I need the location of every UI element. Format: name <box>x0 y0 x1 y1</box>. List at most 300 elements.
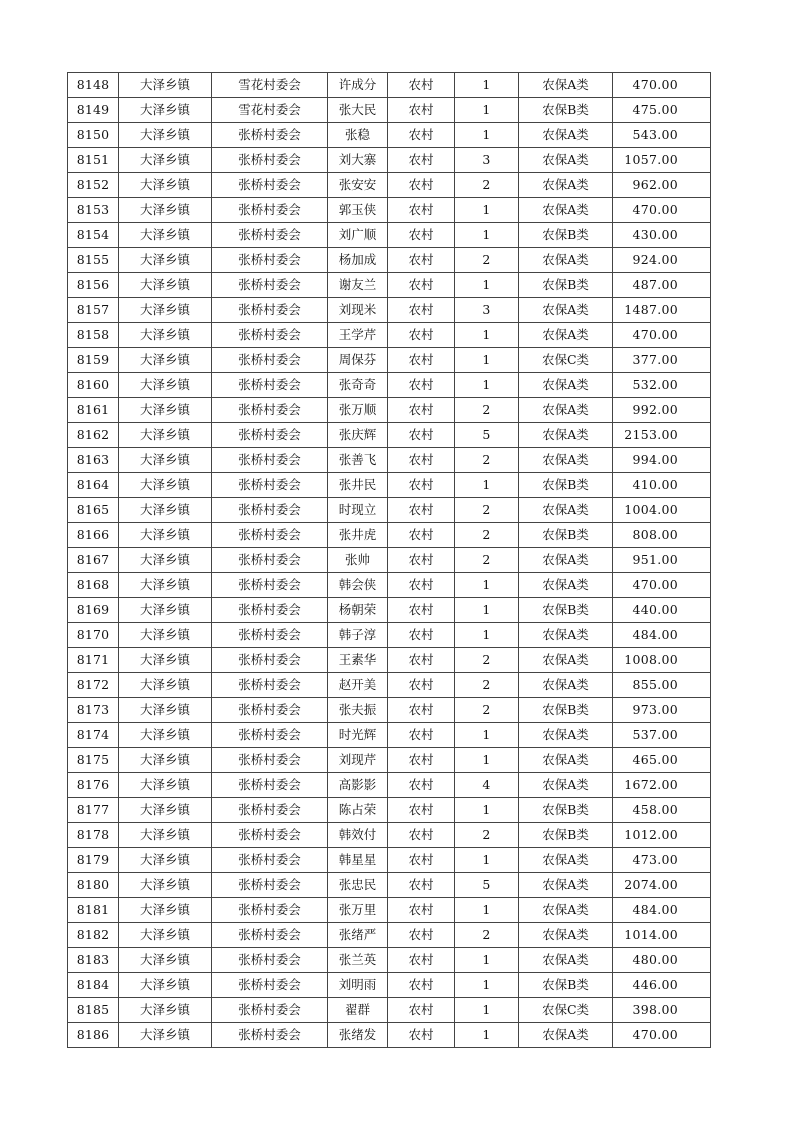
cell-township: 大泽乡镇 <box>119 598 212 623</box>
cell-name: 张兰英 <box>328 948 388 973</box>
cell-household-count: 1 <box>455 598 519 623</box>
cell-insurance-category: 农保B类 <box>519 598 613 623</box>
cell-village-committee: 张桥村委会 <box>212 223 328 248</box>
cell-serial-number: 8160 <box>68 373 119 398</box>
cell-serial-number: 8168 <box>68 573 119 598</box>
table-row <box>68 598 711 623</box>
cell-residence-type: 农村 <box>388 848 455 873</box>
cell-amount: 951.00 <box>613 548 711 573</box>
cell-village-committee: 张桥村委会 <box>212 798 328 823</box>
cell-serial-number: 8175 <box>68 748 119 773</box>
cell-name: 刘广顺 <box>328 223 388 248</box>
cell-residence-type: 农村 <box>388 623 455 648</box>
cell-residence-type: 农村 <box>388 248 455 273</box>
cell-insurance-category: 农保A类 <box>519 448 613 473</box>
cell-name: 时现立 <box>328 498 388 523</box>
table-row <box>68 1023 711 1048</box>
cell-insurance-category: 农保A类 <box>519 323 613 348</box>
cell-household-count: 5 <box>455 423 519 448</box>
cell-serial-number: 8162 <box>68 423 119 448</box>
cell-township: 大泽乡镇 <box>119 973 212 998</box>
table-row <box>68 498 711 523</box>
cell-village-committee: 张桥村委会 <box>212 998 328 1023</box>
cell-name: 刘现米 <box>328 298 388 323</box>
cell-insurance-category: 农保A类 <box>519 648 613 673</box>
table-row <box>68 398 711 423</box>
cell-name: 张绪严 <box>328 923 388 948</box>
cell-household-count: 1 <box>455 348 519 373</box>
cell-village-committee: 张桥村委会 <box>212 473 328 498</box>
table-row <box>68 848 711 873</box>
cell-name: 杨朝荣 <box>328 598 388 623</box>
cell-village-committee: 张桥村委会 <box>212 598 328 623</box>
cell-amount: 440.00 <box>613 598 711 623</box>
table-row <box>68 698 711 723</box>
cell-insurance-category: 农保A类 <box>519 73 613 98</box>
cell-amount: 465.00 <box>613 748 711 773</box>
cell-insurance-category: 农保A类 <box>519 723 613 748</box>
cell-insurance-category: 农保B类 <box>519 973 613 998</box>
cell-residence-type: 农村 <box>388 773 455 798</box>
cell-residence-type: 农村 <box>388 973 455 998</box>
cell-insurance-category: 农保A类 <box>519 248 613 273</box>
table-row <box>68 248 711 273</box>
cell-serial-number: 8163 <box>68 448 119 473</box>
cell-village-committee: 张桥村委会 <box>212 273 328 298</box>
cell-serial-number: 8166 <box>68 523 119 548</box>
table-row <box>68 823 711 848</box>
cell-residence-type: 农村 <box>388 948 455 973</box>
cell-amount: 1672.00 <box>613 773 711 798</box>
cell-township: 大泽乡镇 <box>119 848 212 873</box>
cell-amount: 532.00 <box>613 373 711 398</box>
cell-serial-number: 8181 <box>68 898 119 923</box>
cell-name: 张万里 <box>328 898 388 923</box>
cell-residence-type: 农村 <box>388 223 455 248</box>
cell-amount: 2074.00 <box>613 873 711 898</box>
cell-household-count: 1 <box>455 623 519 648</box>
cell-amount: 470.00 <box>613 323 711 348</box>
cell-township: 大泽乡镇 <box>119 498 212 523</box>
cell-insurance-category: 农保A类 <box>519 373 613 398</box>
cell-village-committee: 张桥村委会 <box>212 1023 328 1048</box>
table-row <box>68 473 711 498</box>
cell-serial-number: 8161 <box>68 398 119 423</box>
cell-serial-number: 8171 <box>68 648 119 673</box>
cell-insurance-category: 农保A类 <box>519 423 613 448</box>
cell-name: 刘明雨 <box>328 973 388 998</box>
cell-amount: 808.00 <box>613 523 711 548</box>
cell-township: 大泽乡镇 <box>119 723 212 748</box>
cell-serial-number: 8186 <box>68 1023 119 1048</box>
cell-amount: 962.00 <box>613 173 711 198</box>
table-body <box>68 73 711 1048</box>
cell-household-count: 4 <box>455 773 519 798</box>
table-row <box>68 798 711 823</box>
cell-township: 大泽乡镇 <box>119 998 212 1023</box>
cell-serial-number: 8185 <box>68 998 119 1023</box>
cell-amount: 1057.00 <box>613 148 711 173</box>
cell-township: 大泽乡镇 <box>119 573 212 598</box>
cell-household-count: 2 <box>455 548 519 573</box>
cell-serial-number: 8156 <box>68 273 119 298</box>
cell-insurance-category: 农保A类 <box>519 173 613 198</box>
cell-township: 大泽乡镇 <box>119 98 212 123</box>
cell-household-count: 1 <box>455 473 519 498</box>
table-row <box>68 148 711 173</box>
cell-name: 刘大寨 <box>328 148 388 173</box>
cell-serial-number: 8157 <box>68 298 119 323</box>
cell-village-committee: 张桥村委会 <box>212 873 328 898</box>
cell-household-count: 1 <box>455 323 519 348</box>
cell-insurance-category: 农保A类 <box>519 923 613 948</box>
cell-name: 张稳 <box>328 123 388 148</box>
cell-insurance-category: 农保B类 <box>519 798 613 823</box>
cell-serial-number: 8150 <box>68 123 119 148</box>
cell-insurance-category: 农保A类 <box>519 573 613 598</box>
cell-household-count: 2 <box>455 523 519 548</box>
cell-serial-number: 8177 <box>68 798 119 823</box>
table-row <box>68 98 711 123</box>
cell-insurance-category: 农保A类 <box>519 948 613 973</box>
cell-household-count: 1 <box>455 223 519 248</box>
table-row <box>68 73 711 98</box>
table-row <box>68 373 711 398</box>
cell-name: 王学芹 <box>328 323 388 348</box>
cell-township: 大泽乡镇 <box>119 223 212 248</box>
cell-insurance-category: 农保A类 <box>519 773 613 798</box>
cell-serial-number: 8148 <box>68 73 119 98</box>
cell-serial-number: 8182 <box>68 923 119 948</box>
cell-township: 大泽乡镇 <box>119 798 212 823</box>
cell-amount: 487.00 <box>613 273 711 298</box>
cell-amount: 2153.00 <box>613 423 711 448</box>
cell-household-count: 2 <box>455 698 519 723</box>
cell-village-committee: 张桥村委会 <box>212 898 328 923</box>
cell-name: 韩星星 <box>328 848 388 873</box>
cell-township: 大泽乡镇 <box>119 648 212 673</box>
cell-village-committee: 张桥村委会 <box>212 423 328 448</box>
table-row <box>68 298 711 323</box>
cell-name: 赵开美 <box>328 673 388 698</box>
cell-township: 大泽乡镇 <box>119 273 212 298</box>
cell-township: 大泽乡镇 <box>119 148 212 173</box>
cell-residence-type: 农村 <box>388 273 455 298</box>
cell-residence-type: 农村 <box>388 173 455 198</box>
table-row <box>68 423 711 448</box>
cell-residence-type: 农村 <box>388 673 455 698</box>
cell-village-committee: 张桥村委会 <box>212 773 328 798</box>
cell-serial-number: 8165 <box>68 498 119 523</box>
cell-household-count: 1 <box>455 198 519 223</box>
cell-insurance-category: 农保B类 <box>519 823 613 848</box>
cell-township: 大泽乡镇 <box>119 623 212 648</box>
cell-amount: 994.00 <box>613 448 711 473</box>
cell-township: 大泽乡镇 <box>119 73 212 98</box>
cell-household-count: 1 <box>455 98 519 123</box>
cell-amount: 480.00 <box>613 948 711 973</box>
cell-village-committee: 张桥村委会 <box>212 748 328 773</box>
cell-serial-number: 8179 <box>68 848 119 873</box>
cell-village-committee: 张桥村委会 <box>212 448 328 473</box>
cell-township: 大泽乡镇 <box>119 873 212 898</box>
cell-insurance-category: 农保A类 <box>519 498 613 523</box>
table-row <box>68 573 711 598</box>
cell-village-committee: 张桥村委会 <box>212 373 328 398</box>
table-row <box>68 198 711 223</box>
cell-household-count: 1 <box>455 748 519 773</box>
cell-serial-number: 8183 <box>68 948 119 973</box>
cell-name: 韩效付 <box>328 823 388 848</box>
cell-name: 杨加成 <box>328 248 388 273</box>
cell-township: 大泽乡镇 <box>119 373 212 398</box>
table-row <box>68 973 711 998</box>
cell-serial-number: 8164 <box>68 473 119 498</box>
cell-township: 大泽乡镇 <box>119 523 212 548</box>
data-table <box>67 72 711 1048</box>
cell-insurance-category: 农保A类 <box>519 898 613 923</box>
cell-household-count: 1 <box>455 373 519 398</box>
cell-amount: 855.00 <box>613 673 711 698</box>
cell-household-count: 5 <box>455 873 519 898</box>
cell-amount: 475.00 <box>613 98 711 123</box>
cell-name: 张大民 <box>328 98 388 123</box>
cell-serial-number: 8167 <box>68 548 119 573</box>
cell-residence-type: 农村 <box>388 73 455 98</box>
cell-insurance-category: 农保A类 <box>519 123 613 148</box>
table-row <box>68 448 711 473</box>
cell-township: 大泽乡镇 <box>119 773 212 798</box>
cell-residence-type: 农村 <box>388 873 455 898</box>
cell-insurance-category: 农保A类 <box>519 848 613 873</box>
cell-village-committee: 雪花村委会 <box>212 98 328 123</box>
table-row <box>68 123 711 148</box>
cell-village-committee: 张桥村委会 <box>212 148 328 173</box>
cell-residence-type: 农村 <box>388 548 455 573</box>
cell-name: 刘现芹 <box>328 748 388 773</box>
cell-serial-number: 8149 <box>68 98 119 123</box>
cell-serial-number: 8169 <box>68 598 119 623</box>
cell-serial-number: 8151 <box>68 148 119 173</box>
cell-household-count: 1 <box>455 898 519 923</box>
cell-village-committee: 张桥村委会 <box>212 698 328 723</box>
cell-residence-type: 农村 <box>388 398 455 423</box>
cell-insurance-category: 农保A类 <box>519 623 613 648</box>
cell-serial-number: 8180 <box>68 873 119 898</box>
cell-village-committee: 张桥村委会 <box>212 348 328 373</box>
cell-household-count: 2 <box>455 248 519 273</box>
cell-insurance-category: 农保A类 <box>519 398 613 423</box>
cell-household-count: 1 <box>455 798 519 823</box>
cell-residence-type: 农村 <box>388 348 455 373</box>
cell-residence-type: 农村 <box>388 298 455 323</box>
cell-village-committee: 张桥村委会 <box>212 573 328 598</box>
cell-village-committee: 张桥村委会 <box>212 648 328 673</box>
table-row <box>68 173 711 198</box>
cell-household-count: 1 <box>455 948 519 973</box>
cell-insurance-category: 农保A类 <box>519 673 613 698</box>
cell-township: 大泽乡镇 <box>119 398 212 423</box>
cell-residence-type: 农村 <box>388 648 455 673</box>
cell-insurance-category: 农保A类 <box>519 748 613 773</box>
cell-residence-type: 农村 <box>388 498 455 523</box>
cell-insurance-category: 农保B类 <box>519 698 613 723</box>
cell-amount: 992.00 <box>613 398 711 423</box>
table-row <box>68 948 711 973</box>
cell-household-count: 2 <box>455 823 519 848</box>
cell-serial-number: 8184 <box>68 973 119 998</box>
cell-insurance-category: 农保B类 <box>519 473 613 498</box>
table-row <box>68 873 711 898</box>
cell-name: 张万顺 <box>328 398 388 423</box>
cell-township: 大泽乡镇 <box>119 323 212 348</box>
cell-name: 张安安 <box>328 173 388 198</box>
cell-amount: 1004.00 <box>613 498 711 523</box>
table-row <box>68 923 711 948</box>
cell-amount: 470.00 <box>613 1023 711 1048</box>
cell-township: 大泽乡镇 <box>119 548 212 573</box>
cell-township: 大泽乡镇 <box>119 123 212 148</box>
cell-name: 韩会侠 <box>328 573 388 598</box>
cell-name: 时光辉 <box>328 723 388 748</box>
cell-name: 张井虎 <box>328 523 388 548</box>
cell-residence-type: 农村 <box>388 198 455 223</box>
cell-name: 周保芬 <box>328 348 388 373</box>
cell-village-committee: 张桥村委会 <box>212 298 328 323</box>
cell-name: 翟群 <box>328 998 388 1023</box>
cell-amount: 470.00 <box>613 198 711 223</box>
cell-village-committee: 张桥村委会 <box>212 123 328 148</box>
cell-residence-type: 农村 <box>388 723 455 748</box>
cell-township: 大泽乡镇 <box>119 248 212 273</box>
cell-township: 大泽乡镇 <box>119 423 212 448</box>
cell-residence-type: 农村 <box>388 998 455 1023</box>
cell-residence-type: 农村 <box>388 598 455 623</box>
cell-insurance-category: 农保B类 <box>519 273 613 298</box>
cell-name: 张庆辉 <box>328 423 388 448</box>
cell-amount: 1008.00 <box>613 648 711 673</box>
cell-amount: 484.00 <box>613 623 711 648</box>
cell-residence-type: 农村 <box>388 923 455 948</box>
cell-village-committee: 张桥村委会 <box>212 198 328 223</box>
cell-serial-number: 8159 <box>68 348 119 373</box>
cell-amount: 543.00 <box>613 123 711 148</box>
table-row <box>68 548 711 573</box>
cell-village-committee: 雪花村委会 <box>212 73 328 98</box>
cell-township: 大泽乡镇 <box>119 348 212 373</box>
cell-village-committee: 张桥村委会 <box>212 398 328 423</box>
cell-household-count: 1 <box>455 573 519 598</box>
cell-household-count: 2 <box>455 648 519 673</box>
table-row <box>68 273 711 298</box>
cell-serial-number: 8173 <box>68 698 119 723</box>
cell-amount: 1014.00 <box>613 923 711 948</box>
cell-serial-number: 8153 <box>68 198 119 223</box>
cell-name: 张绪发 <box>328 1023 388 1048</box>
cell-serial-number: 8172 <box>68 673 119 698</box>
cell-household-count: 1 <box>455 273 519 298</box>
cell-township: 大泽乡镇 <box>119 173 212 198</box>
cell-serial-number: 8178 <box>68 823 119 848</box>
cell-insurance-category: 农保B类 <box>519 523 613 548</box>
cell-residence-type: 农村 <box>388 123 455 148</box>
cell-township: 大泽乡镇 <box>119 198 212 223</box>
cell-residence-type: 农村 <box>388 423 455 448</box>
cell-village-committee: 张桥村委会 <box>212 173 328 198</box>
cell-amount: 430.00 <box>613 223 711 248</box>
cell-amount: 410.00 <box>613 473 711 498</box>
cell-name: 张夫振 <box>328 698 388 723</box>
cell-residence-type: 农村 <box>388 798 455 823</box>
cell-village-committee: 张桥村委会 <box>212 923 328 948</box>
cell-amount: 398.00 <box>613 998 711 1023</box>
cell-amount: 470.00 <box>613 573 711 598</box>
cell-village-committee: 张桥村委会 <box>212 973 328 998</box>
table-row <box>68 348 711 373</box>
table-row <box>68 748 711 773</box>
cell-village-committee: 张桥村委会 <box>212 498 328 523</box>
cell-insurance-category: 农保A类 <box>519 1023 613 1048</box>
table-row <box>68 523 711 548</box>
table-row <box>68 623 711 648</box>
cell-village-committee: 张桥村委会 <box>212 823 328 848</box>
table-row <box>68 648 711 673</box>
cell-name: 韩子淳 <box>328 623 388 648</box>
cell-name: 张奇奇 <box>328 373 388 398</box>
cell-household-count: 2 <box>455 673 519 698</box>
cell-household-count: 2 <box>455 448 519 473</box>
cell-residence-type: 农村 <box>388 148 455 173</box>
cell-serial-number: 8154 <box>68 223 119 248</box>
cell-residence-type: 农村 <box>388 98 455 123</box>
cell-amount: 470.00 <box>613 73 711 98</box>
cell-village-committee: 张桥村委会 <box>212 523 328 548</box>
cell-village-committee: 张桥村委会 <box>212 248 328 273</box>
cell-township: 大泽乡镇 <box>119 673 212 698</box>
cell-amount: 1487.00 <box>613 298 711 323</box>
cell-residence-type: 农村 <box>388 898 455 923</box>
cell-serial-number: 8176 <box>68 773 119 798</box>
cell-residence-type: 农村 <box>388 573 455 598</box>
cell-residence-type: 农村 <box>388 473 455 498</box>
table-row <box>68 773 711 798</box>
cell-household-count: 2 <box>455 398 519 423</box>
cell-household-count: 1 <box>455 123 519 148</box>
cell-household-count: 1 <box>455 73 519 98</box>
cell-insurance-category: 农保B类 <box>519 223 613 248</box>
cell-township: 大泽乡镇 <box>119 1023 212 1048</box>
cell-insurance-category: 农保A类 <box>519 298 613 323</box>
cell-household-count: 1 <box>455 998 519 1023</box>
cell-insurance-category: 农保A类 <box>519 873 613 898</box>
cell-township: 大泽乡镇 <box>119 448 212 473</box>
cell-name: 谢友兰 <box>328 273 388 298</box>
cell-household-count: 2 <box>455 498 519 523</box>
cell-residence-type: 农村 <box>388 448 455 473</box>
table-row <box>68 323 711 348</box>
cell-township: 大泽乡镇 <box>119 698 212 723</box>
cell-insurance-category: 农保C类 <box>519 998 613 1023</box>
cell-household-count: 2 <box>455 173 519 198</box>
cell-name: 许成分 <box>328 73 388 98</box>
cell-village-committee: 张桥村委会 <box>212 848 328 873</box>
cell-household-count: 1 <box>455 1023 519 1048</box>
cell-household-count: 3 <box>455 298 519 323</box>
cell-serial-number: 8155 <box>68 248 119 273</box>
table-row <box>68 673 711 698</box>
cell-village-committee: 张桥村委会 <box>212 623 328 648</box>
cell-serial-number: 8174 <box>68 723 119 748</box>
